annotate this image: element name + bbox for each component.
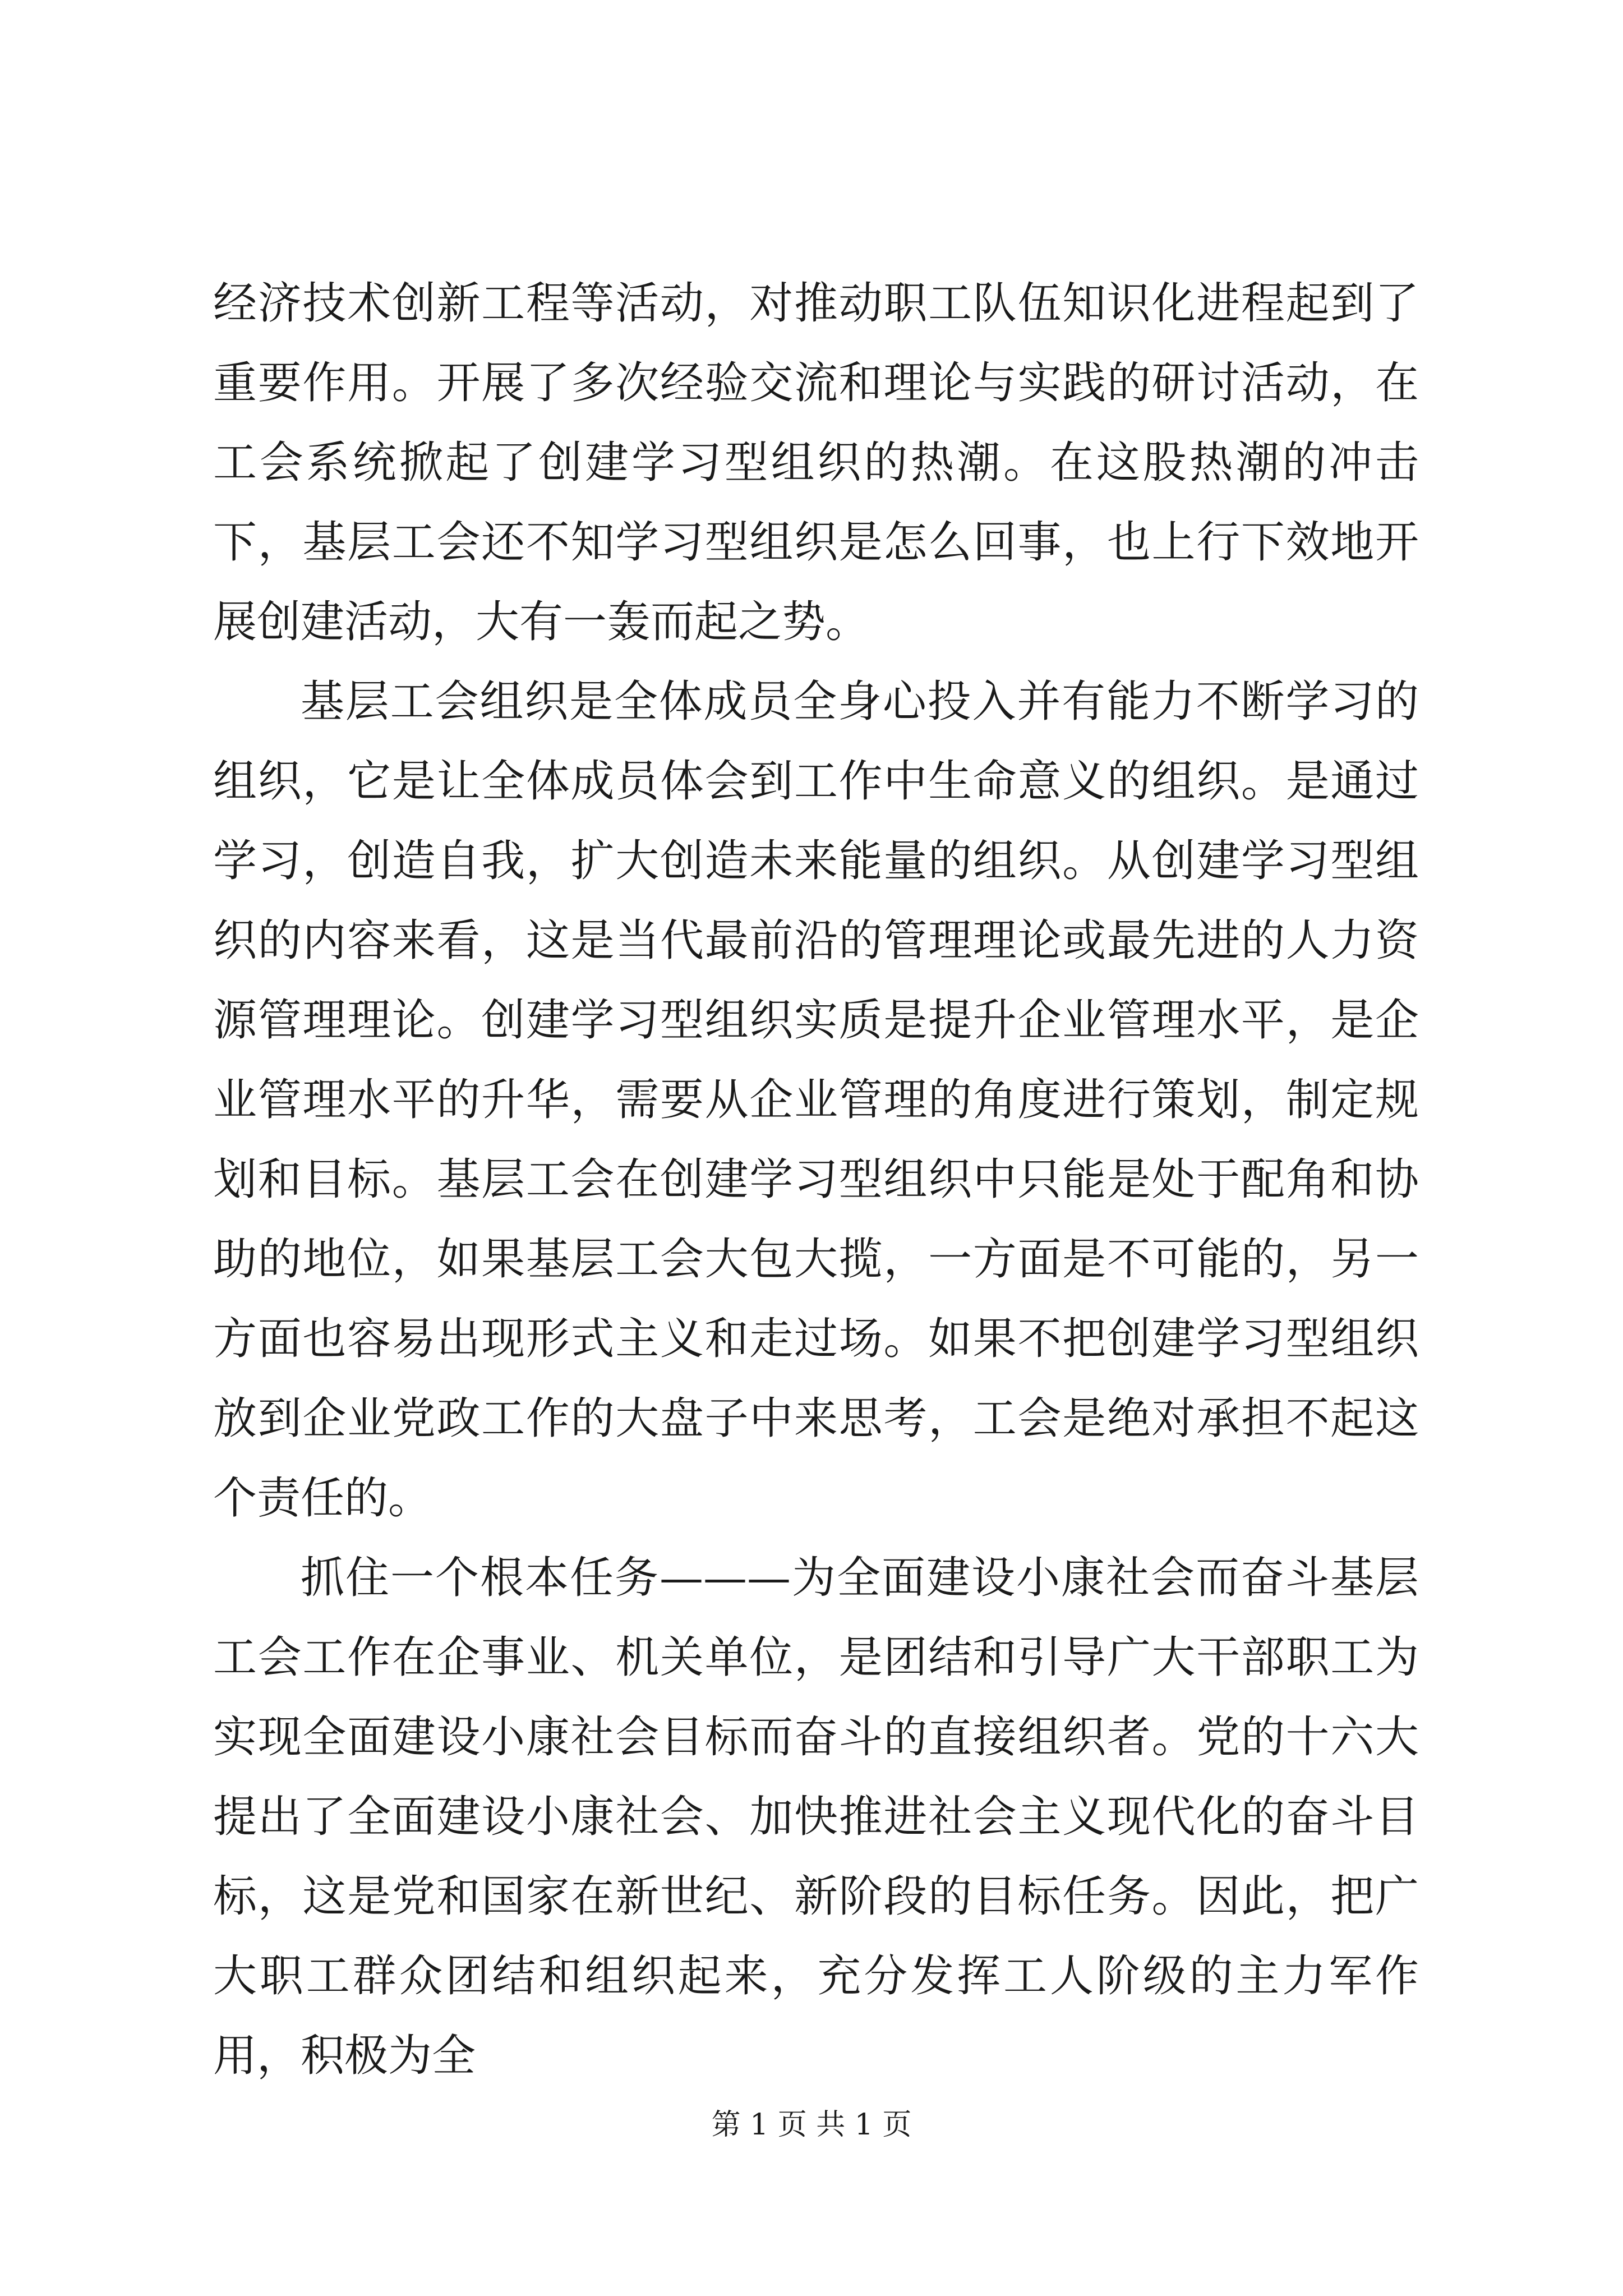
document-body bbox=[213, 264, 1419, 2096]
paragraph-3: 抓住一个根本任务———为全面建设小康社会而奋斗基层工会工作在企事业、机关单位，是团结和引导广大干部职工为实现全面建设小康社会目标而奋斗的直接组织者。党的十六大提出了全面建设小康社会、加快推进社会主义现代化的奋斗目标，这是党和国家在新世纪、新阶段的目标任务。因此，把广大职工群众团结和组织起来，充分发挥工人阶级的主力军作用，积极为全 bbox=[213, 1553, 1419, 2081]
paragraph-1: 经济技术创新工程等活动，对推动职工队伍知识化进程起到了重要作用。开展了多次经验交流和理论与实践的研讨活动，在工会系统掀起了创建学习型组织的热潮。在这股热潮的冲击下，基层工会还不知学习型组织是怎么回事，也上行下效地开展创建活动，大有一轰而起之势。 bbox=[213, 278, 1419, 647]
page-footer: 第 1 页 共 1 页 bbox=[711, 2108, 912, 2142]
paragraph-2: 基层工会组织是全体成员全身心投入并有能力不断学习的组织，它是让全体成员体会到工作中生命意义的组织。是通过学习，创造自我，扩大创造未来能量的组织。从创建学习型组织的内容来看，这是当代最前沿的管理理论或最先进的人力资源管理理论。创建学习型组织实质是提升企业管理水平，是企业管理水平的升华，需要从企业管理的角度进行策划，制定规划和目标。基层工会在创建学习型组织中只能是处于配角和协助的地位，如果基层工会大包大揽，一方面是不可能的，另一方面也容易出现形式主义和走过场。如果不把创建学习型组织放到企业党政工作的大盘子中来思考，工会是绝对承担不起这个责任的。 bbox=[213, 677, 1419, 1524]
